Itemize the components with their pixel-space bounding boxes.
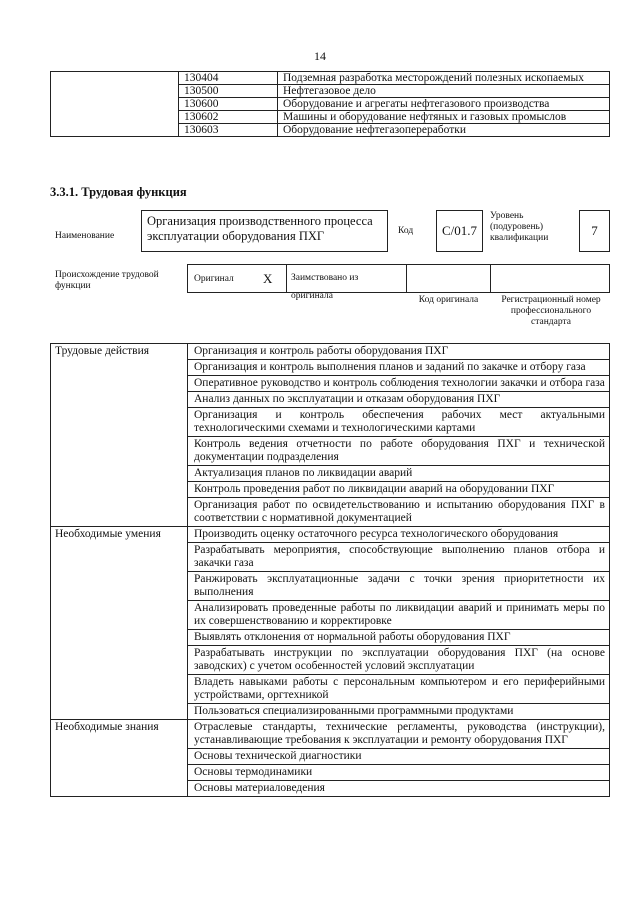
original-mark: X [263, 271, 273, 286]
name-cell: Подземная разработка месторождений полезных ископаемых [278, 72, 610, 85]
list-item: Ранжировать эксплуатационные задачи с точки зрения приоритетности их выполнения [188, 572, 610, 601]
level-label: Уровень (подуровень) квалификации [490, 211, 549, 243]
level-value-box: 7 [579, 210, 610, 252]
list-item: Организация и контроль обеспечения рабочих мест актуальными технологическими схемами и технологическими картами [188, 408, 610, 437]
codes-table [50, 71, 610, 137]
list-item: Оперативное руководство и контроль соблюдения технологии закачки и отбора газа [188, 376, 610, 392]
name-cell: Оборудование и агрегаты нефтегазового производства [278, 98, 610, 111]
page-number: 14 [314, 49, 326, 63]
section-title: Необходимые знания [51, 720, 188, 797]
list-item: Производить оценку остаточного ресурса технологического оборудования [188, 527, 610, 543]
reg-number-cell [490, 264, 610, 293]
name-label: Наименование [55, 231, 115, 241]
list-item: Контроль проведения работ по ликвидации аварий на оборудовании ПХГ [188, 482, 610, 498]
list-item: Пользоваться специализированными программными продуктами [188, 704, 610, 720]
list-item: Разрабатывать инструкции по эксплуатации оборудования ПХГ (на основе заводских) с учетом особенностей условий эксплуатации [188, 646, 610, 675]
list-item: Разрабатывать мероприятия, способствующие выполнению планов отбора и закачки газа [188, 543, 610, 572]
list-item: Основы технической диагностики [188, 749, 610, 765]
borrowed-cell [286, 264, 407, 301]
list-item: Отраслевые стандарты, технические регламенты, руководства (инструкции), устанавливающие требования к эксплуатации и ремонту оборудования ПХГ [188, 720, 610, 749]
table-row [51, 344, 610, 360]
code-cell: 130500 [179, 85, 278, 98]
table-row [51, 720, 610, 749]
code-original-caption: Код оригинала [418, 295, 479, 305]
code-label: Код [398, 226, 414, 236]
original-label: Оригинал [194, 274, 234, 284]
list-item: Организация и контроль работы оборудования ПХГ [188, 344, 610, 360]
list-item: Основы термодинамики [188, 765, 610, 781]
function-code-box: С/01.7 [436, 210, 483, 252]
name-cell: Нефтегазовое дело [278, 85, 610, 98]
section-title: Необходимые умения [51, 527, 188, 720]
borrowed-label: Заимствовано из оригинала [291, 273, 359, 301]
table-row [51, 527, 610, 543]
name-cell: Машины и оборудование нефтяных и газовых промыслов [278, 111, 610, 124]
list-item: Анализ данных по эксплуатации и отказам оборудования ПХГ [188, 392, 610, 408]
code-cell: 130603 [179, 124, 278, 137]
list-item: Актуализация планов по ликвидации аварий [188, 466, 610, 482]
list-item: Контроль ведения отчетности по работе оборудования ПХГ и технической документации подразделения [188, 437, 610, 466]
list-item: Владеть навыками работы с персональным компьютером и его периферийными устройствами, оргтехникой [188, 675, 610, 704]
list-item: Анализировать проведенные работы по ликвидации аварий и принимать меры по их совершенствованию и корректировке [188, 601, 610, 630]
section-heading: 3.3.1. Трудовая функция [50, 185, 187, 199]
list-item: Организация и контроль выполнения планов и заданий по закачке и отбору газа [188, 360, 610, 376]
code-cell: 130404 [179, 72, 278, 85]
function-name-box: Организация производственного процесса эксплуатации оборудования ПХГ [141, 210, 388, 252]
table-row [51, 72, 610, 85]
function-details-table [50, 343, 610, 797]
list-item: Организация работ по освидетельствованию и испытанию оборудования ПХГ в соответствии с нормативной документацией [188, 498, 610, 527]
code-cell: 130600 [179, 98, 278, 111]
list-item: Основы материаловедения [188, 781, 610, 797]
section-title: Трудовые действия [51, 344, 188, 527]
name-cell: Оборудование нефтегазопереработки [278, 124, 610, 137]
code-original-cell [406, 264, 491, 293]
origin-label: Происхождение трудовой функции [55, 270, 159, 291]
code-cell: 130602 [179, 111, 278, 124]
original-cell [187, 264, 287, 293]
list-item: Выявлять отклонения от нормальной работы оборудования ПХГ [188, 630, 610, 646]
reg-number-caption: Регистрационный номер профессионального стандарта [501, 295, 601, 327]
